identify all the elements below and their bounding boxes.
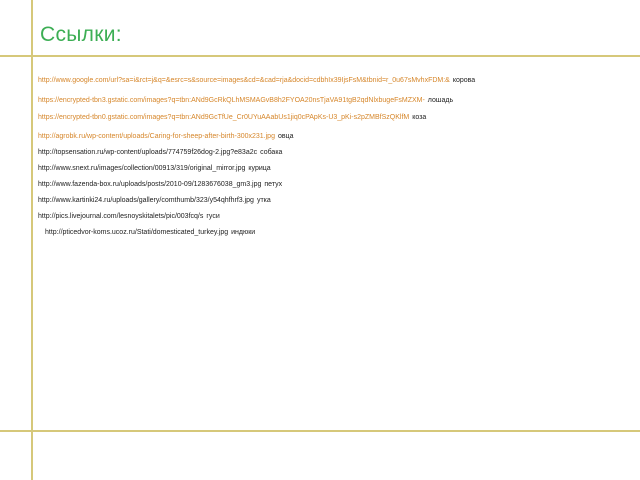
link-row — [38, 148, 282, 158]
link-row — [38, 196, 271, 206]
link-url[interactable]: http://pics.livejournal.com/lesnoyskitalets/pic/003fcq/s — [38, 213, 204, 220]
link-row — [38, 113, 426, 123]
link-row — [38, 96, 453, 106]
bottom-divider-line — [0, 430, 640, 432]
link-label: собака — [260, 149, 283, 156]
link-label: курица — [248, 165, 271, 172]
link-url[interactable]: https://encrypted-tbn0.gstatic.com/images?q=tbn:ANd9GcTfUe_Cr0UYuAAabUs1jiq0cPApKs-U3_pKi-s2pZMBfSzQKlfM — [38, 114, 410, 121]
link-url[interactable]: http://agrobk.ru/wp-content/uploads/Caring-for-sheep-after-birth-300x231.jpg — [38, 133, 275, 140]
link-row — [38, 164, 271, 174]
link-label: лошадь — [427, 97, 454, 104]
link-row — [45, 228, 255, 238]
link-label: корова — [452, 77, 476, 84]
link-url[interactable]: http://www.kartinki24.ru/uploads/gallery/comthumb/323/y54qhfhrf3.jpg — [38, 197, 254, 204]
link-url[interactable]: https://encrypted-tbn3.gstatic.com/images?q=tbn:ANd9GcRkQLhMSMAGvB8h2FYOA20nsTjaVA91tgB2qdNlxbugeFsMZXM- — [38, 97, 425, 104]
link-row — [38, 180, 282, 190]
link-row — [38, 76, 475, 86]
link-label: гуси — [206, 213, 220, 220]
link-label: индюки — [231, 229, 256, 236]
link-url[interactable]: http://www.snext.ru/images/collection/00913/319/original_mirror.jpg — [38, 165, 246, 172]
top-divider-line — [0, 55, 640, 57]
link-label: петух — [264, 181, 283, 188]
left-border-line — [31, 0, 33, 480]
slide-title: Ссылки: — [40, 23, 122, 46]
link-url[interactable]: http://pticedvor-koms.ucoz.ru/Stati/domesticated_turkey.jpg — [45, 229, 229, 236]
link-url[interactable]: http://www.google.com/url?sa=i&rct=j&q=&esrc=s&source=images&cd=&cad=rja&docid=cdbhIx39IjsFsM&tbnid=r_0u67sMvhxFDM:& — [38, 77, 450, 84]
link-row — [38, 212, 220, 222]
link-row — [38, 132, 293, 142]
link-label: овца — [277, 133, 294, 140]
link-label: утка — [256, 197, 271, 204]
link-url[interactable]: http://www.fazenda-box.ru/uploads/posts/2010-09/1283676038_gm3.jpg — [38, 181, 262, 188]
link-label: коза — [412, 114, 427, 121]
link-url[interactable]: http://topsensation.ru/wp-content/uploads/774759f26dog-2.jpg?e83a2c — [38, 149, 258, 156]
